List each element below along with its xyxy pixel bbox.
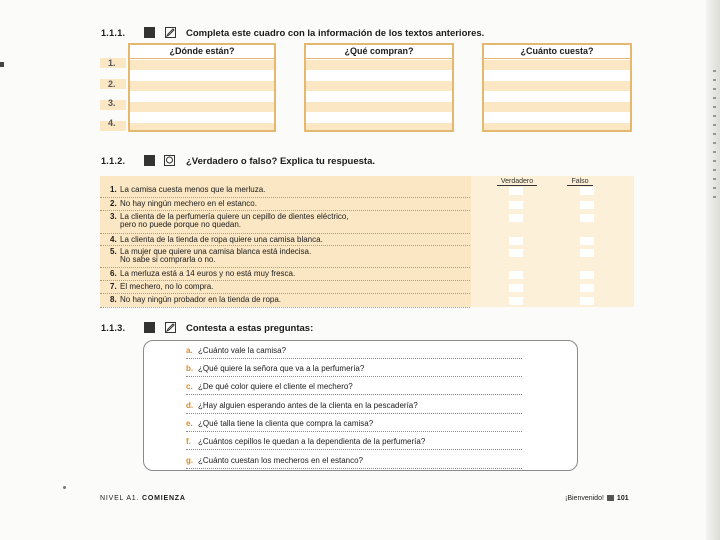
footer-level: NIVEL A1. COMIENZA xyxy=(100,495,186,502)
speech-icon xyxy=(164,155,175,166)
answer-line-b[interactable] xyxy=(186,376,522,377)
section-113-number: 1.1.3. xyxy=(101,323,126,333)
statement-divider xyxy=(100,210,470,211)
question-f: f. ¿Cuántos cepillos le quedan a la dependienta de la perfumería? xyxy=(186,437,426,446)
footer-page: ¡Bienvenido! 101 xyxy=(565,495,629,502)
answer-line-f[interactable] xyxy=(186,449,522,450)
pencil-icon xyxy=(165,27,176,38)
checkbox-verdadero-6[interactable] xyxy=(509,271,523,279)
column-que xyxy=(304,43,454,132)
statement-divider xyxy=(100,307,470,308)
page-speck xyxy=(63,486,66,489)
statement-3: 3. La clienta de la perfumería quiere un cepillo de dientes eléctrico, pero no puede porque no quedan. xyxy=(110,212,349,229)
statement-7: 7. El mechero, no lo compra. xyxy=(110,282,214,291)
checkbox-falso-1[interactable] xyxy=(580,187,594,195)
checkbox-falso-4[interactable] xyxy=(580,237,594,245)
question-d: d. ¿Hay alguien esperando antes de la clienta en la pescadería? xyxy=(186,401,418,410)
row-number-2: 2. xyxy=(108,79,116,89)
statement-5: 5. La mujer que quiere una camisa blanca está indecisa. No sabe si comprarla o no. xyxy=(110,247,312,264)
statement-4: 4. La clienta de la tienda de ropa quiere una camisa blanca. xyxy=(110,235,323,244)
answer-line-c[interactable] xyxy=(186,394,522,395)
checkbox-falso-8[interactable] xyxy=(580,297,594,305)
row-number-1: 1. xyxy=(108,58,116,68)
statement-8: 8. No hay ningún probador en la tienda de ropa. xyxy=(110,295,282,304)
checkbox-falso-3[interactable] xyxy=(580,214,594,222)
section-112-number: 1.1.2. xyxy=(101,156,126,166)
section-111-title: Completa este cuadro con la información de los textos anteriores. xyxy=(186,28,485,39)
true-false-answer-area xyxy=(471,176,634,307)
checkbox-falso-2[interactable] xyxy=(580,201,594,209)
checkbox-falso-7[interactable] xyxy=(580,284,594,292)
header-verdadero: Verdadero xyxy=(492,178,542,185)
checkbox-verdadero-8[interactable] xyxy=(509,297,523,305)
statement-1: 1. La camisa cuesta menos que la merluza. xyxy=(110,185,266,194)
section-112-title: ¿Verdadero o falso? Explica tu respuesta. xyxy=(186,156,376,167)
answer-line-g[interactable] xyxy=(186,468,522,469)
checkbox-verdadero-3[interactable] xyxy=(509,214,523,222)
column-donde xyxy=(128,43,276,132)
question-a: a. ¿Cuánto vale la camisa? xyxy=(186,346,287,355)
checkbox-falso-6[interactable] xyxy=(580,271,594,279)
statement-divider xyxy=(100,280,470,281)
section-113-title: Contesta a estas preguntas: xyxy=(186,323,314,334)
listening-icon xyxy=(144,155,155,166)
checkbox-verdadero-7[interactable] xyxy=(509,284,523,292)
statement-divider xyxy=(100,245,470,246)
statement-6: 6. La merluza está a 14 euros y no está muy fresca. xyxy=(110,269,296,278)
answer-line-e[interactable] xyxy=(186,431,522,432)
margin-mark xyxy=(0,62,4,67)
question-e: e. ¿Qué talla tiene la clienta que compra la camisa? xyxy=(186,419,374,428)
statement-2: 2. No hay ningún mechero en el estanco. xyxy=(110,199,257,208)
checkbox-verdadero-1[interactable] xyxy=(509,187,523,195)
page-edge-marks xyxy=(713,70,716,200)
statement-divider xyxy=(100,293,470,294)
answer-line-a[interactable] xyxy=(186,358,522,359)
column-header-que: ¿Qué compran? xyxy=(306,45,452,59)
answer-line-d[interactable] xyxy=(186,413,522,414)
checkbox-falso-5[interactable] xyxy=(580,249,594,257)
pencil-icon xyxy=(165,322,176,333)
header-falso: Falso xyxy=(560,178,600,185)
column-header-cuanto: ¿Cuánto cuesta? xyxy=(484,45,630,59)
question-b: b. ¿Qué quiere la señora que va a la perfumería? xyxy=(186,364,365,373)
statement-divider xyxy=(100,267,470,268)
row-number-4: 4. xyxy=(108,118,116,128)
checkbox-verdadero-5[interactable] xyxy=(509,249,523,257)
statement-divider xyxy=(100,197,470,198)
checkbox-verdadero-4[interactable] xyxy=(509,237,523,245)
row-number-3: 3. xyxy=(108,98,116,108)
pair-work-icon xyxy=(144,322,155,333)
question-g: g. ¿Cuánto cuestan los mecheros en el estanco? xyxy=(186,456,363,465)
section-111-number: 1.1.1. xyxy=(101,28,126,38)
question-c: c. ¿De qué color quiere el cliente el mechero? xyxy=(186,382,353,391)
reading-icon xyxy=(144,27,155,38)
column-cuanto xyxy=(482,43,632,132)
checkbox-verdadero-2[interactable] xyxy=(509,201,523,209)
statement-divider xyxy=(100,233,470,234)
column-header-donde: ¿Dónde están? xyxy=(130,45,274,59)
